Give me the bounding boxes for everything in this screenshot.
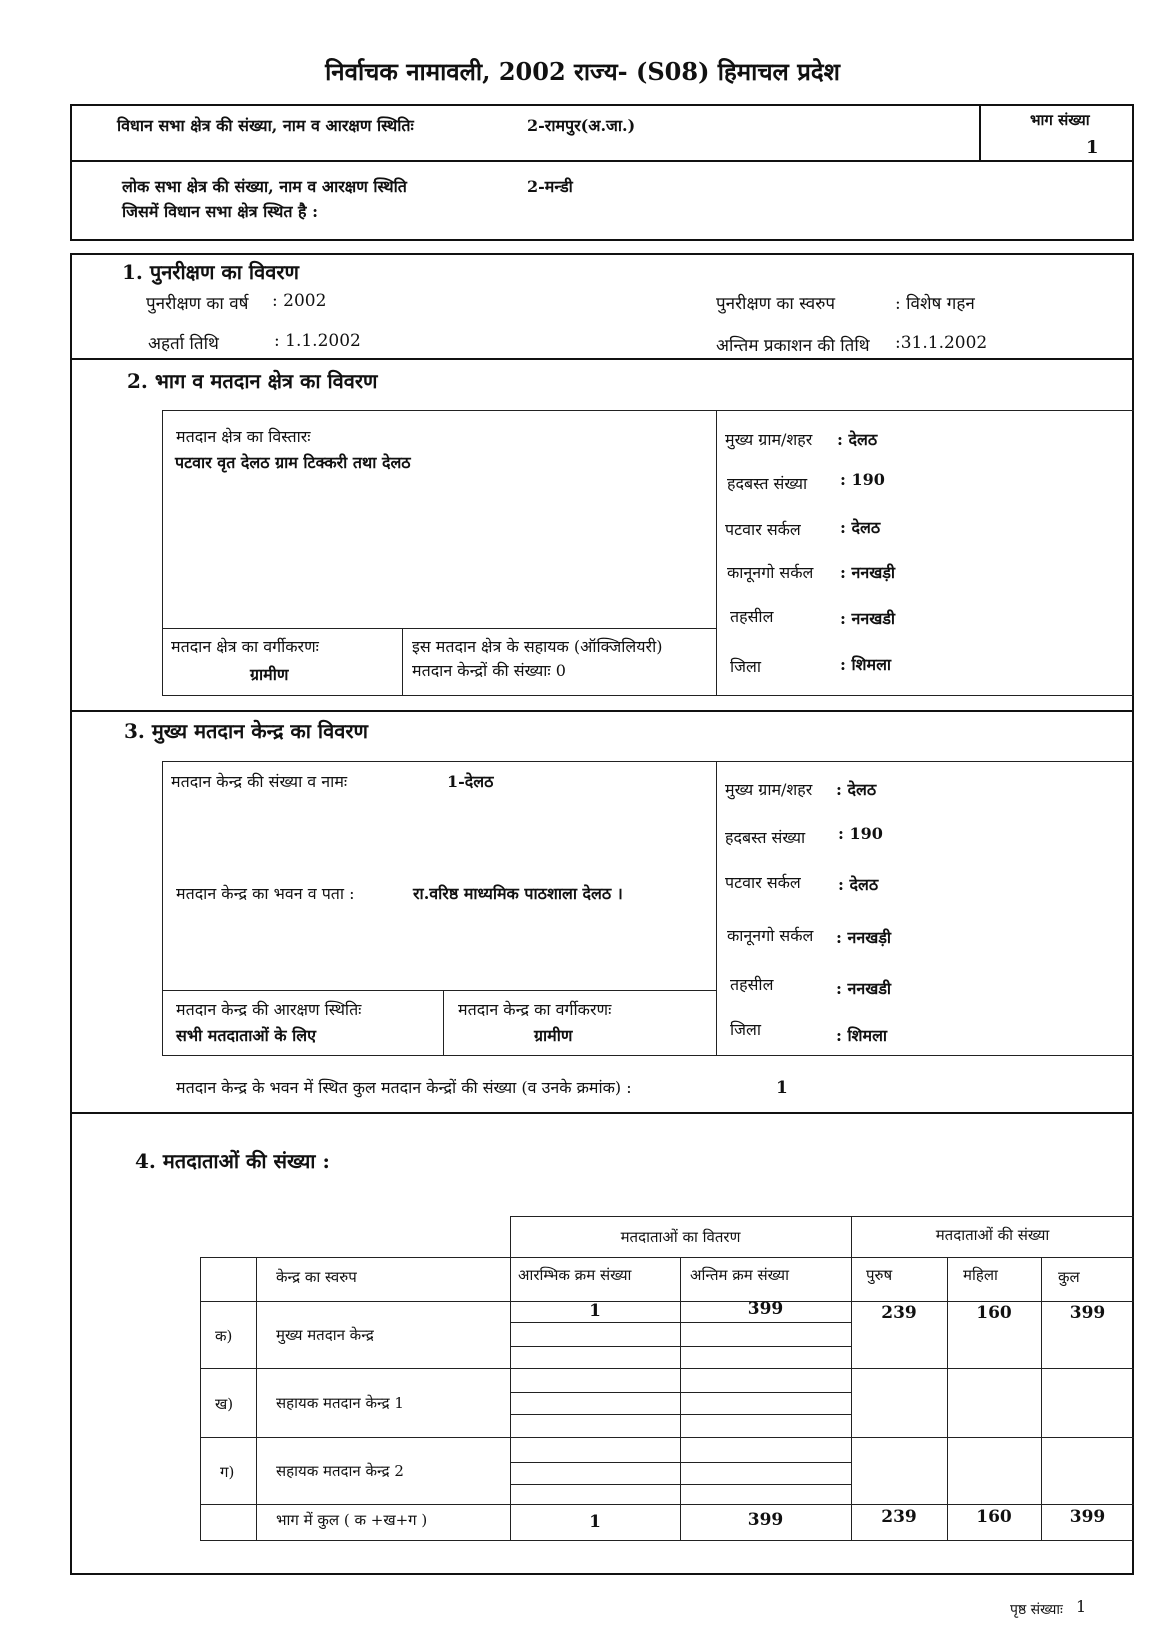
ps-building-value: रा.वरिष्ठ माध्यमिक पाठशाला देलठ ।: [413, 884, 623, 903]
pc-label-line1: लोक सभा क्षेत्र की संख्या, नाम व आरक्षण स्थिति: [122, 177, 407, 196]
section3-table-top: [162, 761, 1134, 762]
part-value: 1: [1086, 137, 1099, 158]
col-female: महिला: [963, 1266, 998, 1284]
row-female: 160: [976, 1303, 1012, 1323]
row-key: ख): [215, 1395, 234, 1413]
auxiliary-label: इस मतदान क्षेत्र के सहायक (ऑक्जिलियरी): [412, 637, 663, 656]
row-name: सहायक मतदान केन्द्र 1: [276, 1394, 404, 1412]
ps-patwar-label: पटवार सर्कल: [725, 873, 801, 892]
publication-date-label: अन्तिम प्रकाशन की तिथि: [716, 336, 870, 356]
area-kanungo-label: कानूनगो सर्कल: [727, 563, 814, 582]
voters-col-left: [200, 1257, 201, 1541]
col-total: कुल: [1058, 1268, 1080, 1286]
ps-total-value: 1: [776, 1078, 788, 1098]
ps-reservation-label: मतदान केन्द्र की आरक्षण स्थितिः: [176, 1000, 362, 1019]
voters-row1-bottom: [200, 1368, 1134, 1369]
area-class-label: मतदान क्षेत्र का वर्गीकरणः: [171, 637, 319, 656]
area-main-village-label: मुख्य ग्राम/शहर: [725, 430, 813, 449]
row-end: 399: [747, 1299, 784, 1319]
publication-date-value: :31.1.2002: [895, 333, 988, 353]
header-voter-count: मतदाताओं की संख्या: [935, 1226, 1050, 1244]
section2-heading: 2. भाग व मतदान क्षेत्र का विवरण: [127, 369, 378, 393]
voters-col-male: [947, 1257, 948, 1541]
ps-class-label: मतदान केन्द्र का वर्गीकरणः: [458, 1000, 612, 1019]
page-number-label: पृष्ठ संख्याः: [1010, 1602, 1063, 1618]
section1-heading: 1. पुनरीक्षण का विवरण: [122, 260, 299, 284]
section3-table-left: [162, 761, 163, 1056]
ps-kanungo-label: कानूनगो सर्कल: [727, 926, 814, 945]
voters-row2-bottom: [200, 1437, 1134, 1438]
ps-total-label: मतदान केन्द्र के भवन में स्थित कुल मतदान केन्द्रों की संख्या (व उनके क्रमांक) :: [176, 1078, 632, 1097]
area-district-label: जिला: [730, 657, 762, 676]
ac-value: 2-रामपुर(अ.जा.): [527, 116, 636, 135]
ps-district-label: जिला: [730, 1020, 762, 1039]
voters-row1-sub1: [510, 1322, 852, 1323]
row-name: सहायक मतदान केन्द्र 2: [276, 1462, 404, 1480]
area-tehsil-value: : ननखडी: [840, 609, 896, 628]
area-extent-label: मतदान क्षेत्र का विस्तारः: [176, 427, 311, 446]
ps-building-label: मतदान केन्द्र का भवन व पता :: [176, 884, 355, 903]
pc-label-line2: जिसमें विधान सभा क्षेत्र स्थित है :: [122, 202, 319, 221]
section2-table-bottom: [162, 695, 1134, 696]
header-divider: [70, 160, 1134, 162]
row-key: ग): [220, 1463, 235, 1481]
col-center-type: केन्द्र का स्वरुप: [276, 1268, 357, 1286]
voters-row3-bottom: [200, 1504, 1134, 1505]
section3-heading: 3. मुख्य मतदान केन्द्र का विवरण: [124, 719, 368, 743]
row-total: 399: [1069, 1303, 1106, 1323]
section4-heading: 4. मतदाताओं की संख्या :: [135, 1149, 330, 1173]
total-row-start: 1: [589, 1512, 601, 1532]
ps-tehsil-value: : ननखडी: [836, 979, 892, 998]
ps-tehsil-label: तहसील: [730, 975, 774, 994]
voters-row1-sub2: [510, 1346, 852, 1347]
area-kanungo-value: : ननखड़ी: [840, 563, 896, 582]
ps-hadbast-label: हदबस्त संख्या: [725, 828, 806, 847]
voters-col-female: [1041, 1257, 1042, 1541]
ps-number-label: मतदान केन्द्र की संख्या व नामः: [171, 772, 348, 791]
voters-table-top: [510, 1216, 1134, 1217]
area-patwar-label: पटवार सर्कल: [725, 520, 801, 539]
section2-divider: [70, 710, 1134, 712]
voters-col-name: [510, 1216, 511, 1541]
total-row-total: 399: [1069, 1507, 1106, 1527]
col-start-serial: आरम्भिक क्रम संख्या: [518, 1266, 632, 1284]
ps-main-village-value: : देलठ: [836, 780, 877, 799]
ps-kanungo-value: : ननखड़ी: [836, 928, 892, 947]
section3-table-inner-v: [443, 990, 444, 1056]
ps-reservation-value: सभी मतदाताओं के लिए: [176, 1026, 316, 1045]
area-district-value: : शिमला: [840, 655, 892, 674]
area-main-village-value: : देलठ: [837, 430, 878, 449]
ps-patwar-value: : देलठ: [838, 875, 879, 894]
auxiliary-count: मतदान केन्द्रों की संख्याः 0: [412, 661, 566, 680]
voters-table-header-top: [200, 1257, 1134, 1258]
qualifying-date-value: : 1.1.2002: [274, 331, 361, 351]
total-row-male: 239: [881, 1507, 917, 1527]
header-part-divider: [979, 104, 981, 161]
section1-divider: [70, 358, 1134, 360]
section2-table-top: [162, 410, 1134, 411]
ac-label: विधान सभा क्षेत्र की संख्या, नाम व आरक्षण स्थितिः: [117, 116, 414, 135]
area-hadbast-value: : 190: [840, 470, 885, 489]
row-start: 1: [589, 1301, 601, 1321]
section3-table-mid: [716, 761, 717, 1056]
voters-row3-sub2: [510, 1484, 852, 1485]
pc-value: 2-मन्डी: [527, 177, 573, 196]
ps-main-village-label: मुख्य ग्राम/शहर: [725, 780, 813, 799]
area-patwar-value: : देलठ: [840, 518, 881, 537]
revision-year-value: : 2002: [272, 291, 327, 311]
total-row-end: 399: [747, 1510, 784, 1530]
ps-class-value: ग्रामीण: [534, 1026, 573, 1045]
row-key: क): [215, 1327, 233, 1345]
area-class-value: ग्रामीण: [250, 665, 289, 684]
ps-number-value: 1-देलठ: [447, 772, 494, 791]
row-male: 239: [881, 1303, 917, 1323]
total-row-female: 160: [976, 1507, 1012, 1527]
area-tehsil-label: तहसील: [730, 607, 774, 626]
section3-table-inner-h: [162, 990, 716, 991]
ps-district-value: : शिमला: [836, 1026, 888, 1045]
voters-row2-sub1: [510, 1392, 852, 1393]
header-distribution: मतदाताओं का वितरण: [620, 1228, 741, 1246]
part-label: भाग संख्या: [1030, 111, 1090, 129]
revision-type-value: : विशेष गहन: [895, 294, 975, 314]
page-title: निर्वाचक नामावली, 2002 राज्य- (S08) हिमाचल प्रदेश: [325, 57, 840, 86]
voters-row3-sub1: [510, 1462, 852, 1463]
qualifying-date-label: अहर्ता तिथि: [148, 334, 219, 354]
voters-col-end: [851, 1216, 852, 1541]
ps-hadbast-value: : 190: [838, 824, 883, 843]
page-number-value: 1: [1076, 1597, 1087, 1616]
voters-row2-sub2: [510, 1414, 852, 1415]
section3-table-bottom: [162, 1055, 1134, 1056]
row-name: मुख्य मतदान केन्द्र: [276, 1326, 374, 1344]
col-end-serial: अन्तिम क्रम संख्या: [690, 1266, 790, 1284]
area-extent-value: पटवार वृत देलठ ग्राम टिक्करी तथा देलठ: [175, 453, 411, 472]
section3-divider: [70, 1112, 1134, 1114]
section2-table-inner-h: [162, 628, 716, 629]
section2-table-left: [162, 410, 163, 696]
section2-table-mid: [716, 410, 717, 696]
section2-table-inner-v: [402, 628, 403, 696]
revision-type-label: पुनरीक्षण का स्वरुप: [716, 294, 836, 314]
voters-col-key: [256, 1257, 257, 1541]
revision-year-label: पुनरीक्षण का वर्ष: [146, 294, 249, 314]
total-row-name: भाग में कुल ( क +ख+ग ): [276, 1511, 428, 1529]
voters-table-bottom: [200, 1540, 1134, 1541]
area-hadbast-label: हदबस्त संख्या: [727, 474, 808, 493]
col-male: पुरुष: [866, 1266, 893, 1284]
